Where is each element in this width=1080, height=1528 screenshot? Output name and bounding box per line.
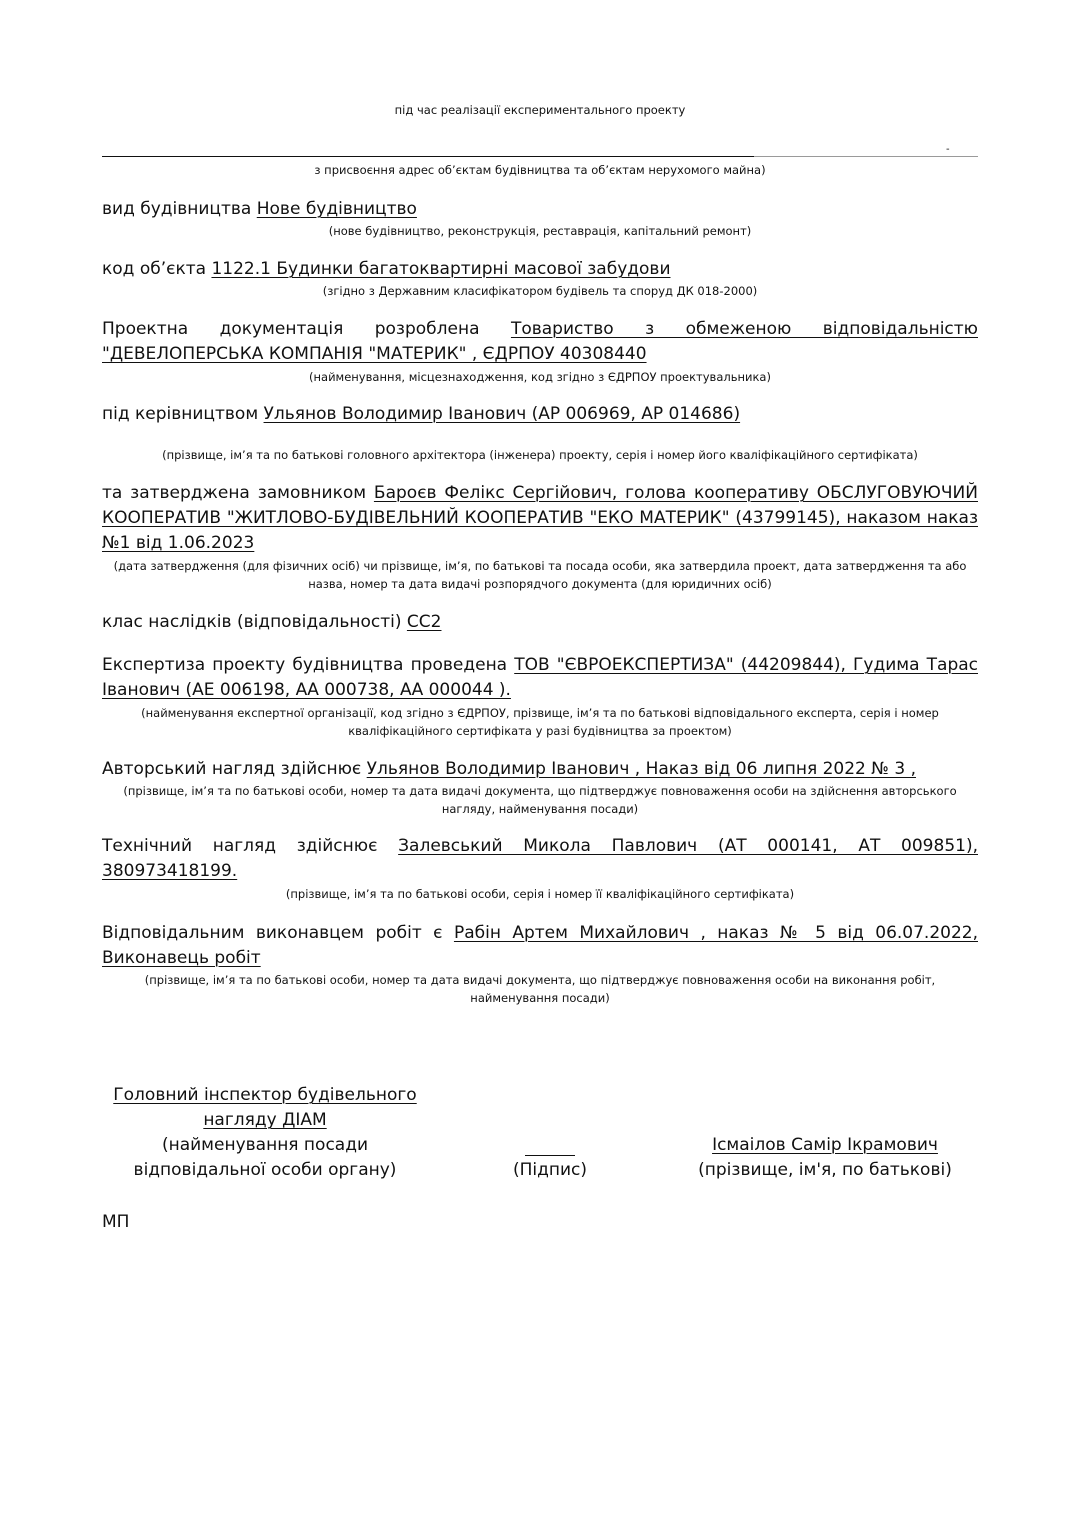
- responsible-executor-value: Рабін Артем Михайлович , наказ № 5 від 06.07.2022, Виконавець робіт: [102, 923, 978, 968]
- technical-supervision-value: Залевський Микола Павлович (АТ 000141, АТ 009851), 380973418199.: [102, 836, 978, 881]
- project-docs-paragraph: [102, 317, 978, 367]
- construction-type-line: [102, 197, 978, 222]
- header-trailing-mark: -: [946, 144, 950, 155]
- project-docs-value: Товариство з обмеженою відповідальністю "ДЕВЕЛОПЕРСЬКА КОМПАНІЯ "МАТЕРИК" , ЄДРПОУ 40308440: [102, 319, 978, 364]
- author-supervision-label: Авторський нагляд здійснює: [102, 759, 362, 779]
- approval-value: Бароєв Фелікс Сергійович, голова кооперативу ОБСЛУГОВУЮЧИЙ КООПЕРАТИВ "ЖИТЛОВО-БУДІВЕЛЬНИЙ КООПЕРАТИВ "ЕКО МАТЕРИК" (43799145), наказом наказ №1 від 1.06.2023: [102, 483, 978, 553]
- object-code-line: [102, 257, 978, 282]
- responsible-executor-paragraph: [102, 921, 978, 971]
- responsible-executor-hint: (прізвище, ім’я та по батькові особи, номер та дата видачі документа, що підтверджує повноваження особи на виконання робіт, найменування посади): [144, 973, 936, 1005]
- project-docs-hint: (найменування, місцезнаходження, код згідно з ЄДРПОУ проектувальника): [309, 370, 771, 384]
- expertise-paragraph: [102, 653, 978, 703]
- object-code-hint: (згідно з Державним класифікатором будівель та споруд ДК 018-2000): [322, 284, 758, 298]
- signature-position-block: [102, 1083, 428, 1183]
- signature-field: [470, 1133, 630, 1158]
- object-code-label: код об’єкта: [102, 259, 207, 279]
- header-rule-tail: [754, 156, 978, 157]
- author-supervision-hint: (прізвище, ім’я та по батькові особи, номер та дата видачі документа, що підтверджує повноваження особи на здійснення авторського нагляду, найменування посади): [123, 784, 957, 816]
- position-caption-line1: (найменування посади: [161, 1135, 369, 1155]
- position-title-line2: нагляду ДІАМ: [203, 1110, 327, 1130]
- signature-name-block: [672, 1133, 978, 1183]
- responsible-executor-label: Відповідальним виконавцем робіт є: [102, 923, 443, 943]
- construction-type-value: Нове будівництво: [256, 199, 417, 219]
- signature-sign-block: [470, 1133, 630, 1183]
- expertise-hint: (найменування експертної організації, код згідно з ЄДРПОУ, прізвище, ім’я та по батькові відповідального експерта, серія і номер кваліфікаційного сертифіката у разі будівництва за проектом): [141, 706, 939, 738]
- chief-architect-hint: (прізвище, ім’я та по батькові головного архітектора (інженера) проекту, серія і номер його кваліфікаційного сертифіката): [162, 448, 918, 462]
- chief-architect-value: Ульянов Володимир Іванович (АР 006969, АР 014686): [263, 404, 741, 424]
- construction-type-hint: (нове будівництво, реконструкція, реставрація, капітальний ремонт): [328, 224, 752, 238]
- technical-supervision-hint: (прізвище, ім’я та по батькові особи, серія і номер її кваліфікаційного сертифіката): [285, 887, 795, 901]
- person-name: Ісмаілов Самір Ікрамович: [712, 1135, 938, 1155]
- person-caption: (прізвище, ім'я, по батькові): [698, 1160, 952, 1180]
- signature-caption: (Підпис): [512, 1160, 588, 1180]
- signature-line: [525, 1155, 575, 1156]
- position-caption-line2: відповідальної особи органу): [133, 1160, 397, 1180]
- stamp-label: МП: [102, 1212, 130, 1232]
- chief-architect-line: [102, 402, 978, 427]
- construction-type-label: вид будівництва: [102, 199, 252, 219]
- header-rule-main: [102, 156, 754, 157]
- header-context: під час реалізації експериментального проекту: [394, 103, 686, 117]
- technical-supervision-label: Технічний нагляд здійснює: [102, 836, 378, 856]
- technical-supervision-paragraph: [102, 834, 978, 884]
- address-hint: з присвоєння адрес об’єктам будівництва та об’єктам нерухомого майна): [314, 163, 766, 177]
- object-code-value: 1122.1 Будинки багатоквартирні масової забудови: [211, 259, 671, 279]
- chief-architect-label: під керівництвом: [102, 404, 259, 424]
- consequence-class-line: [102, 610, 978, 635]
- expertise-label: Експертиза проекту будівництва проведена: [102, 655, 508, 675]
- consequence-class-label: клас наслідків (відповідальності): [102, 612, 402, 632]
- consequence-class-value: СС2: [406, 612, 442, 632]
- approval-paragraph: [102, 481, 978, 556]
- author-supervision-value: Ульянов Володимир Іванович , Наказ від 06 липня 2022 № 3 ,: [366, 759, 916, 779]
- position-title-line1: Головний інспектор будівельного: [113, 1085, 417, 1105]
- project-docs-label: Проектна документація розроблена: [102, 319, 480, 339]
- approval-label: та затверджена замовником: [102, 483, 367, 503]
- approval-hint: (дата затвердження (для фізичних осіб) чи прізвище, ім’я, по батькові та посада особи, яка затвердила проект, дата затвердження та або назва, номер та дата видачі розпорядчого документа (для юридичних осіб): [113, 559, 967, 591]
- expertise-value: ТОВ "ЄВРОЕКСПЕРТИЗА" (44209844), Гудима Тарас Іванович (АЕ 006198, АА 000738, АА 000044 ).: [102, 655, 978, 700]
- author-supervision-line: [102, 757, 978, 782]
